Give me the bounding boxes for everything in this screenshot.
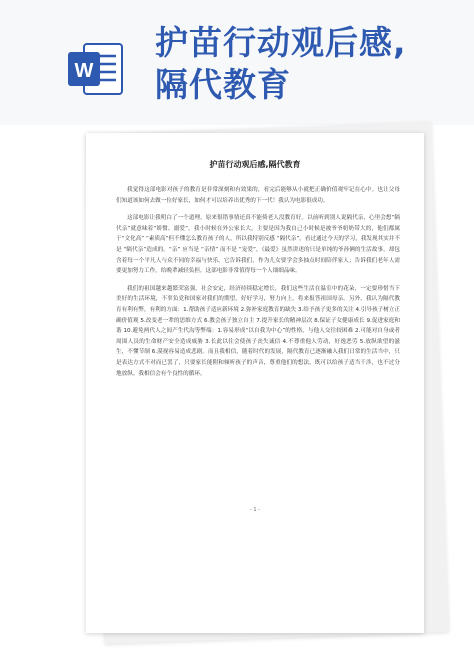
title-line-2: 隔代教育 <box>155 65 291 104</box>
document-title: 护苗行动观后感,隔代教育 <box>209 160 301 169</box>
title-line-1: 护苗行动观后感, <box>155 23 407 62</box>
svg-text:W: W <box>74 60 94 82</box>
paragraph: 我觉得这部电影对孩子的教育是非常深刻和有效果的，看完后能够从小就把正确价值观牢记在心中。也让父母们知道该如何去做一位好家长，如何才可以培养出优秀的下一代！我认为电影很成功。 <box>116 187 400 204</box>
paragraph: 我们的祖国越来越繁荣富强，社会安定，经济持续稳定增长，我们这些生活在温室中的花朵，一定要珍惜当下美好的生活环境，不辜负党和国家对我们的期望，好好学习，努力向上，将来报答祖国母亲。另外，我认为隔代教育有利有弊，有利的方面：1.帮助孩子适应新环境 2.弥补家庭教育的缺失 3.给予孩子更多的关注 4.引导孩子树立正确价值观 5.改变老一辈的思维方式 6.教会孩子独立自主 7.提升家长的精神层次 8.保证子女健康成长 9.促进家庭和谐 10.避免两代人之间产生代沟等弊端：1.容易形成“以自我为中心”的性格，与他人交往较困难 2.可能对自身或者周围人员的生命财产安全造成威胁 3.长此以往会使孩子丧失诚信 4.不尊重他人劳动，好逸恶劳 5.放纵欲望的滋生，不懂节制 6.漠视容易造成悲剧。而且我相信，随着时代的发展，隔代教育已逐渐融入我们日常的生活当中，只是表达方式不对而已罢了，只要家长能附和倾听孩子的声音，尊重他们的想法，既可以给孩子适当干涉，也不过分地放纵。我相信会有个良性的循环。 <box>116 285 400 377</box>
page-title <box>155 22 455 106</box>
page-number: - 1 - <box>250 507 260 513</box>
word-icon <box>66 40 126 98</box>
document-body <box>116 185 400 386</box>
document-page <box>86 133 424 633</box>
header-banner <box>0 0 474 125</box>
paragraph: 这部电影让我明白了一个道理，原来很错事情还真不能倚老人没教育好。以前听到别人说隔代亲，心里会想“隔代亲”就意味着“娇惯、溺爱”，我小时候在外公家长大，主要是因为我自己小时候是被爷爷奶奶带大的，他们都属于“文化高” “素质高”但不懂怎么教育孩子的人，所以我特别反感 “隔代亲”。看过通过今天的学习，我发现其实并不是 “隔代亲”造成的。“亲” 应当是 “亲情” 而不是 “宠爱”，《最爱》虽然讲述的只是单纯的爷孙俩的生活故事，却包含着每一个平凡人与众不同的幸福与快乐。它告诉我们，作为儿女要学会多抽点时间陪伴家人；告诉我们老年人需要更加努力工作，给晚辈减轻负担。这部电影非常值得每一个人细细品味。 <box>116 215 400 275</box>
